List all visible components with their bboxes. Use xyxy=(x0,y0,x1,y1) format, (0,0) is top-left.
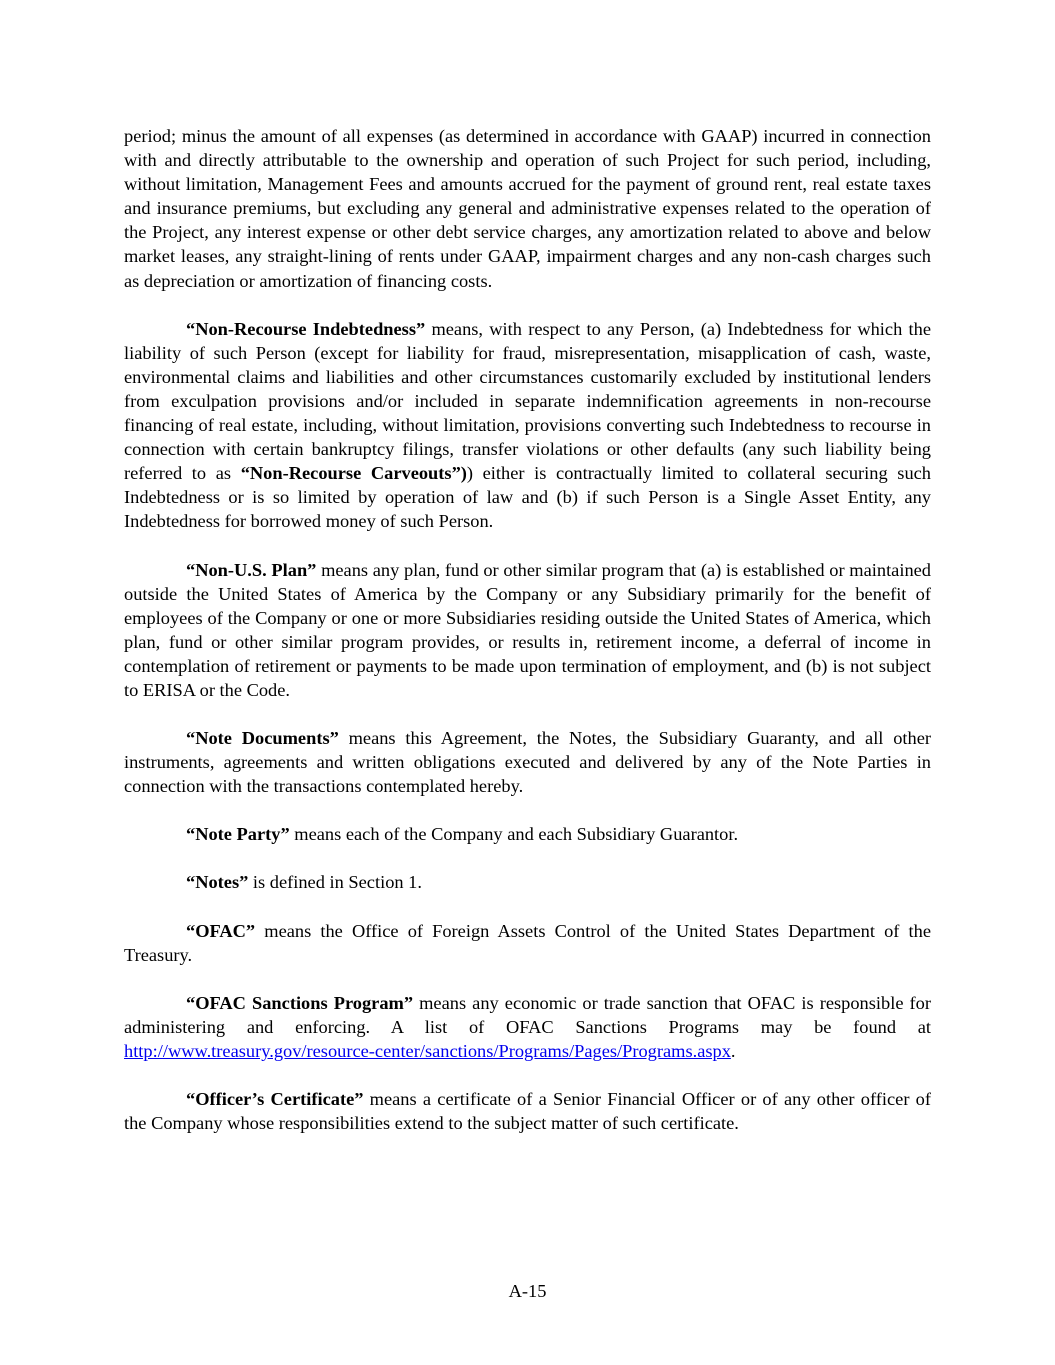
defined-term: “Note Party” xyxy=(186,824,290,845)
definition-notes xyxy=(124,870,931,894)
definition-text: means, with respect to any Person, (a) Indebtedness for which the liability of such Person (except for liability for fraud, misrepresentation, misapplication of cash, waste, environmental claims and liabilities and other circumstances customarily excluded by institutional lenders from exculpation provisions and/or included in separate indemnification agreements in non-recourse financing of real estate, including, without limitation, provisions converting such Indebtedness to recourse in connection with certain bankruptcy filings, transfer violations or other defaults (any such liability being referred to as xyxy=(124,318,931,484)
defined-term: “OFAC” xyxy=(186,920,256,941)
definition-ofac xyxy=(124,919,931,967)
definition-text-after: . xyxy=(730,1040,736,1061)
defined-term: “Non-U.S. Plan” xyxy=(186,559,317,580)
defined-term: “Officer’s Certificate” xyxy=(186,1089,364,1109)
definition-text: means each of the Company and each Subsidiary Guarantor. xyxy=(289,824,739,845)
definition-text: is defined in Section 1. xyxy=(248,872,422,893)
document-page xyxy=(124,124,931,1159)
definition-note-party xyxy=(124,822,931,846)
definition-text: means this Agreement, the Notes, the Subsidiary Guaranty, and all other instruments, agreements and written obligations executed and delivered by any of the Note Parties in connection with the transactions contemplated hereby. xyxy=(124,728,931,797)
defined-term: “Non-Recourse Indebtedness” xyxy=(186,318,426,339)
definition-text: means any economic or trade sanction that OFAC is responsible for administering and enforcing. A list of OFAC Sanctions Programs may be found at xyxy=(124,992,931,1037)
page-number: A-15 xyxy=(508,1281,547,1301)
definition-text: means a certificate of a Senior Financial Officer or of any other officer of the Company whose responsibilities extend to the subject matter of such certificate. xyxy=(124,1089,932,1134)
definition-text-after: ) either is contractually limited to collateral securing such Indebtedness or is so limited by operation of law and (b) if such Person is a Single Asset Entity, any Indebtedness for borrowed money of such Person. xyxy=(124,463,931,532)
definition-non-recourse-indebtedness xyxy=(124,317,931,534)
inline-defined-term: “Non-Recourse Carveouts”) xyxy=(240,463,467,484)
defined-term: “OFAC Sanctions Program” xyxy=(186,992,414,1013)
definition-non-us-plan xyxy=(124,558,931,703)
treasury-sanctions-link[interactable]: http://www.treasury.gov/resource-center/sanctions/Programs/Pages/Programs.aspx xyxy=(124,1040,731,1061)
definition-ofac-sanctions-program xyxy=(124,991,931,1063)
paragraph-text: period; minus the amount of all expenses (as determined in accordance with GAAP) incurred in connection with and directly attributable to the ownership and operation of such Project for such period, including, without limitation, Management Fees and amounts accrued for the payment of ground rent, real estate taxes and insurance premiums, but excluding any general and administrative expenses related to the operation of the Project, any interest expense or other debt service charges, any amortization related to above and below market leases, any straight-lining of rents under GAAP, impairment charges and any non-cash charges such as depreciation or amortization of financing costs. xyxy=(124,126,931,291)
definition-text: means the Office of Foreign Assets Control of the United States Department of the Treasury. xyxy=(124,920,931,965)
continued-paragraph xyxy=(124,124,931,293)
definition-officers-certificate xyxy=(124,1087,931,1135)
defined-term: “Note Documents” xyxy=(186,728,339,749)
definition-note-documents xyxy=(124,726,931,798)
definition-text: means any plan, fund or other similar program that (a) is established or maintained outside the United States of America by the Company or any Subsidiary primarily for the benefit of employees of the Company or one or more Subsidiaries residing outside the United States of America, which plan, fund or other similar program provides, or results in, retirement income, a deferral of income in contemplation of retirement or payments to be made upon termination of employment, and (b) is not subject to ERISA or the Code. xyxy=(124,559,932,700)
defined-term: “Notes” xyxy=(186,872,249,893)
